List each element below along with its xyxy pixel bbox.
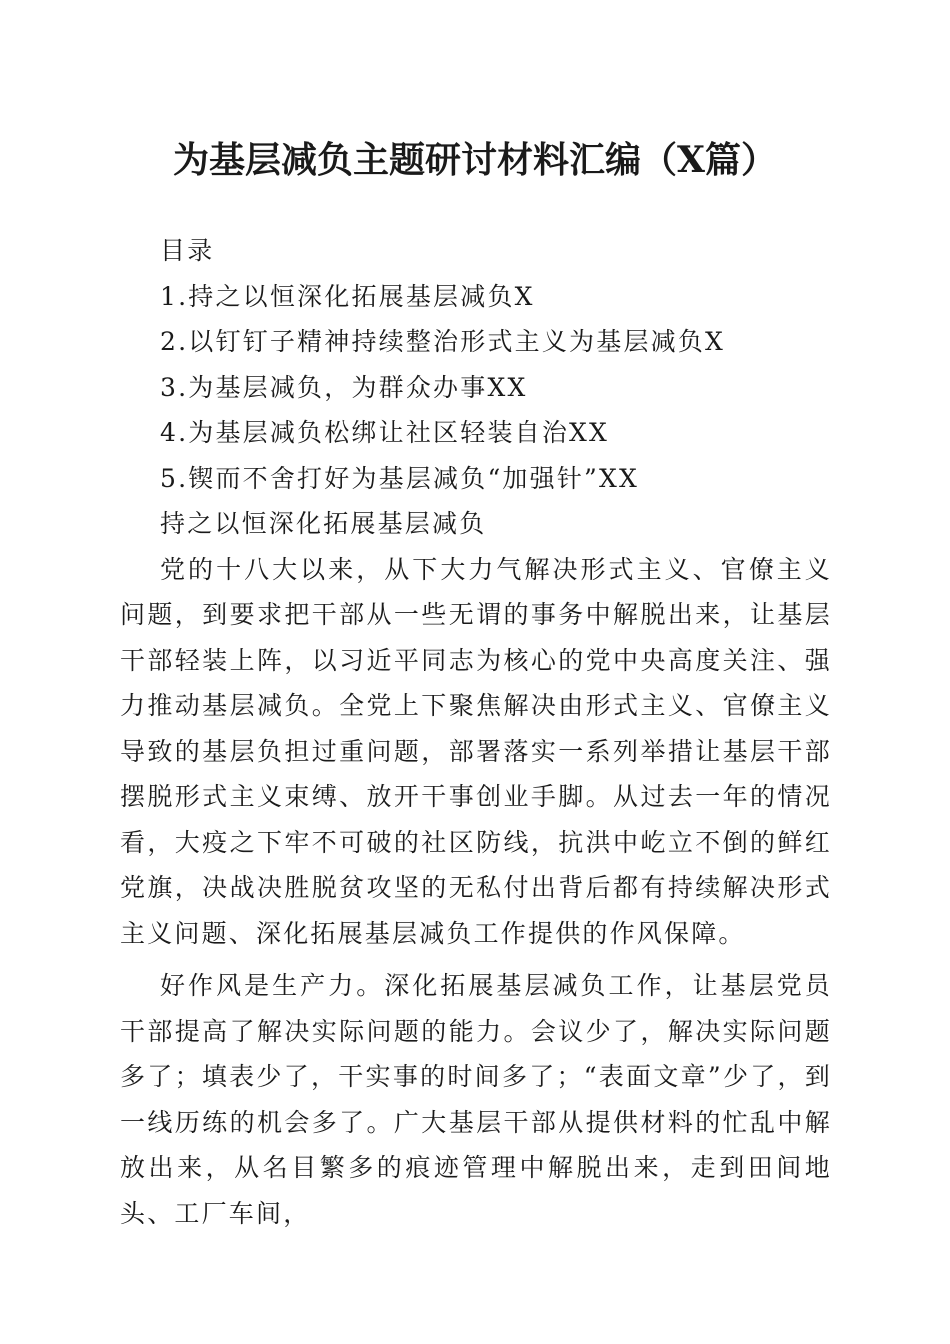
toc-heading: 目录 bbox=[160, 236, 215, 265]
toc-item-3: 3.为基层减负，为群众办事XX bbox=[160, 372, 528, 402]
toc-item-2: 2.以钉钉子精神持续整治形式主义为基层减负X bbox=[160, 327, 726, 356]
toc-item-5: 5.锲而不舍打好为基层减负“加强针”XX bbox=[160, 463, 640, 493]
paragraph-1: 党的十八大以来，从下大力气解决形式主义、官僚主义问题，到要求把干部从一些无谓的事务中解脱出来，让基层干部轻装上阵，以习近平同志为核心的党中央高度关注、强力推动基层减负。全党上下聚焦解决由形式主义、官僚主义导致的基层负担过重问题，部署落实一系列举措让基层干部摆脱形式主义束缚、放开干事创业手脚。从过去一年的情况看，大疫之下牢不可破的社区防线，抗洪中屹立不倒的鲜红党旗，决战决胜脱贫攻坚的无私付出背后都有持续解决形式主义问题、深化拓展基层减负工作提供的作风保障。 bbox=[120, 554, 832, 948]
section-heading: 持之以恒深化拓展基层减负 bbox=[160, 509, 487, 538]
paragraph-2: 好作风是生产力。深化拓展基层减负工作，让基层党员干部提高了解决实际问题的能力。会议少了，解决实际问题多了；填表少了，干实事的时间多了；“表面文章”少了，到一线历练的机会多了。广大基层干部从提供材料的忙乱中解放出来，从名目繁多的痕迹管理中解脱出来，走到田间地头、工厂车间， bbox=[120, 971, 832, 1228]
toc-item-1: 1.持之以恒深化拓展基层减负X bbox=[160, 281, 535, 311]
document-body bbox=[120, 228, 832, 1236]
document-title: 为基层减负主题研讨材料汇编（X篇） bbox=[173, 139, 777, 181]
toc-item-4: 4.为基层减负松绑让社区轻装自治XX bbox=[160, 418, 610, 447]
